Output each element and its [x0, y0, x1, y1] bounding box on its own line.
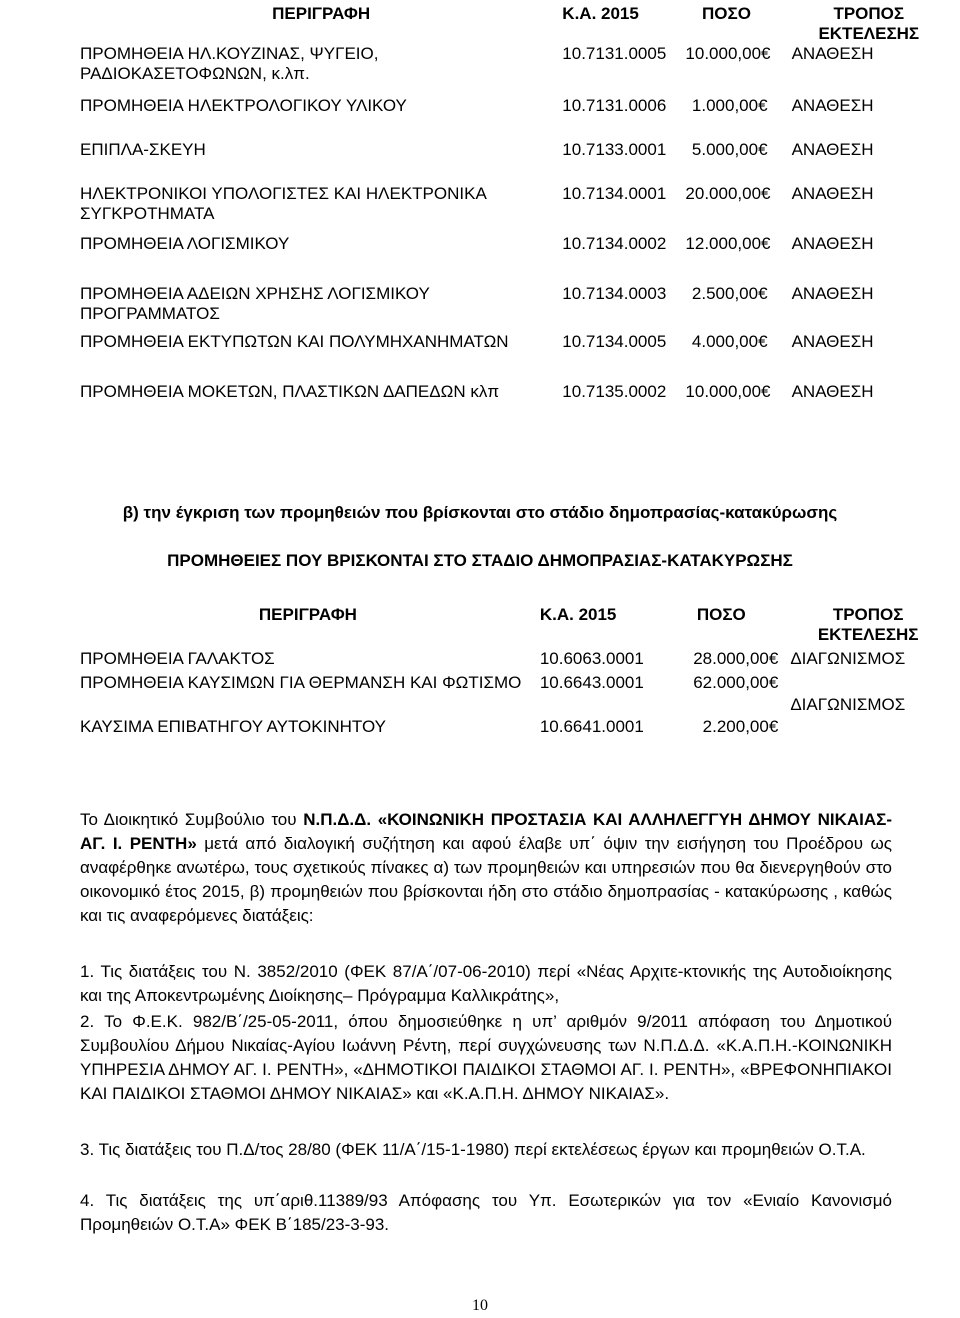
row-code: 10.6063.0001 [539, 649, 644, 668]
provision-item-2: 2. Το Φ.Ε.Κ. 982/Β΄/25-05-2011, όπου δημοσιεύθηκε η υπ’ αριθμόν 9/2011 απόφαση του Δημοτικού Συμβουλίου Δήμου Νικαίας-Αγίου Ιωάννη Ρέντη, περί συγχώνευσης των Ν.Π.Δ.Δ. «Κ.Α.Π.Η.-ΚΟΙΝΩΝΙΚΗ ΥΠΗΡΕΣΙΑ ΔΗΜΟΥ ΑΓ. Ι. ΡΕΝΤΗ», «ΔΗΜΟΤΙΚΟΙ ΠΑΙΔΙΚΟΙ ΣΤΑΘΜΟΙ ΑΓ. Ι. ΡΕΝΤΗ», «ΒΡΕΦΟΝΗΠΙΑΚΟΙ ΚΑΙ ΠΑΙΔΙΚΟΙ ΣΤΑΘΜΟΙ ΔΗΜΟΥ ΝΙΚΑΙΑΣ» και «Κ.Α.Π.Η. ΔΗΜΟΥ ΝΙΚΑΙΑΣ». [80, 1012, 892, 1103]
row-method: ΑΝΑΘΕΣΗ [791, 44, 874, 63]
table-header-row [76, 603, 946, 647]
decision-entity: Ν.Π.Δ.Δ. «ΚΟΙΝΩΝΙΚΗ ΠΡΟΣΤΑΣΙΑ ΚΑΙ ΑΛΛΗΛΕΓΓΥΗ ΔΗΜΟΥ ΝΙΚΑΙΑΣ-ΑΓ. Ι. ΡΕΝΤΗ» [80, 810, 892, 853]
row-code: 10.7135.0002 [562, 382, 667, 401]
row-code: 10.7134.0001 [562, 184, 667, 203]
row-amount: 62.000,00€ [693, 673, 779, 692]
row-method: ΑΝΑΘΕΣΗ [791, 284, 874, 303]
header-description: ΠΕΡΙΓΡΑΦΗ [272, 4, 371, 23]
row-code: 10.7134.0003 [562, 284, 667, 303]
row-amount: 2.200,00€ [702, 717, 779, 736]
row-method: ΔΙΑΓΩΝΙΣΜΟΣ [790, 649, 906, 668]
row-amount: 12.000,00€ [685, 234, 771, 253]
row-amount: 4.000,00€ [691, 332, 768, 351]
table-row [76, 382, 946, 412]
section-b-title: ΠΡΟΜΗΘΕΙΕΣ ΠΟΥ ΒΡΙΣΚΟΝΤΑΙ ΣΤΟ ΣΤΑΔΙΟ ΔΗΜΟΠΡΑΣΙΑΣ-ΚΑΤΑΚΥΡΩΣΗΣ [167, 551, 793, 570]
page-number: 10 [472, 1297, 488, 1314]
table-row [76, 44, 946, 96]
table-row [76, 284, 946, 332]
row-description: ΠΡΟΜΗΘΕΙΑ ΕΚΤΥΠΩΤΩΝ ΚΑΙ ΠΟΛΥΜΗΧΑΝΗΜΑΤΩΝ [80, 332, 509, 351]
provision-item-1: 1. Τις διατάξεις του Ν. 3852/2010 (ΦΕΚ 87/Α΄/07-06-2010) περί «Νέας Αρχιτε-κτονικής της Αυτοδιοίκησης και της Αποκεντρωμένης Διοίκησης– Πρόγραμμα Καλλικράτης», [80, 962, 892, 1005]
header-amount: ΠΟΣΟ [702, 4, 751, 23]
table-row [76, 96, 946, 140]
row-amount: 1.000,00€ [691, 96, 768, 115]
row-amount: 20.000,00€ [685, 184, 771, 203]
row-code: 10.6643.0001 [539, 673, 644, 692]
header-description: ΠΕΡΙΓΡΑΦΗ [258, 605, 357, 624]
row-code: 10.7133.0001 [562, 140, 667, 159]
row-method: ΔΙΑΓΩΝΙΣΜΟΣ [790, 695, 906, 714]
row-amount: 10.000,00€ [685, 382, 771, 401]
header-method: ΤΡΟΠΟΣ ΕΚΤΕΛΕΣΗΣ [818, 4, 920, 43]
header-code: Κ.Α. 2015 [562, 4, 639, 23]
row-description: ΠΡΟΜΗΘΕΙΑ ΜΟΚΕΤΩΝ, ΠΛΑΣΤΙΚΩΝ ΔΑΠΕΔΩΝ κλπ [80, 382, 500, 401]
row-description: ΠΡΟΜΗΘΕΙΑ ΓΑΛΑΚΤΟΣ [80, 649, 275, 668]
row-description: ΚΑΥΣΙΜΑ ΕΠΙΒΑΤΗΓΟΥ ΑΥΤΟΚΙΝΗΤΟΥ [80, 717, 386, 736]
table-row [76, 671, 946, 715]
row-description: ΗΛΕΚΤΡΟΝΙΚΟΙ ΥΠΟΛΟΓΙΣΤΕΣ ΚΑΙ ΗΛΕΚΤΡΟΝΙΚΑ ΣΥΓΚΡΟΤΗΜΑΤΑ [80, 184, 486, 223]
row-amount: 10.000,00€ [685, 44, 771, 63]
section-b-intro: β) την έγκριση των προμηθειών που βρίσκονται στο στάδιο δημοπρασίας-κατακύρωσης [122, 503, 838, 522]
row-method: ΑΝΑΘΕΣΗ [791, 96, 874, 115]
row-method: ΑΝΑΘΕΣΗ [791, 140, 874, 159]
table-row [76, 332, 946, 382]
table-row [76, 234, 946, 284]
provision-item-3: 3. Τις διατάξεις του Π.Δ/τος 28/80 (ΦΕΚ 11/Α΄/15-1-1980) περί εκτελέσεως έργων και προμηθειών Ο.Τ.Α. [80, 1140, 866, 1159]
row-description: ΠΡΟΜΗΘΕΙΑ ΗΛ.ΚΟΥΖΙΝΑΣ, ΨΥΓΕΙΟ, ΡΑΔΙΟΚΑΣΕΤΟΦΩΝΩΝ, κ.λπ. [80, 44, 379, 83]
row-code: 10.7131.0006 [562, 96, 667, 115]
table-row [76, 184, 946, 234]
row-amount: 2.500,00€ [691, 284, 768, 303]
row-description: ΠΡΟΜΗΘΕΙΑ ΑΔΕΙΩΝ ΧΡΗΣΗΣ ΛΟΓΙΣΜΙΚΟΥ ΠΡΟΓΡΑΜΜΑΤΟΣ [80, 284, 430, 323]
row-method: ΑΝΑΘΕΣΗ [791, 184, 874, 203]
row-method: ΑΝΑΘΕΣΗ [791, 382, 874, 401]
row-description: ΠΡΟΜΗΘΕΙΑ ΗΛΕΚΤΡΟΛΟΓΙΚΟΥ ΥΛΙΚΟΥ [80, 96, 407, 115]
decision-paragraph: Το Διοικητικό Συμβούλιο του Ν.Π.Δ.Δ. «ΚΟΙΝΩΝΙΚΗ ΠΡΟΣΤΑΣΙΑ ΚΑΙ ΑΛΛΗΛΕΓΓΥΗ ΔΗΜΟΥ ΝΙΚΑΙΑΣ-ΑΓ. Ι. ΡΕΝΤΗ» μετά από διαλογική συζήτηση και αφού έλαβε υπ΄ όψιν την εισήγηση του Προέδρου ως αναφέρθηκε ανωτέρω, τους σχετικούς πίνακες α) των προμηθειών και υπηρεσιών που θα διενεργηθούν στο οικονομικό έτος 2015, β) προμηθειών που βρίσκονται ήδη στο στάδιο δημοπρασίας - κατακύρωσης , καθώς και τις αναφερόμενες διατάξεις: [80, 810, 892, 925]
row-amount: 28.000,00€ [693, 649, 779, 668]
header-method: ΤΡΟΠΟΣ ΕΚΤΕΛΕΣΗΣ [817, 605, 919, 644]
row-description: ΕΠΙΠΛΑ-ΣΚΕΥΗ [80, 140, 206, 159]
table-row [76, 140, 946, 184]
table-header-row [76, 4, 946, 44]
row-description: ΠΡΟΜΗΘΕΙΑ ΚΑΥΣΙΜΩΝ ΓΙΑ ΘΕΡΜΑΝΣΗ ΚΑΙ ΦΩΤΙΣΜΟ [80, 673, 522, 692]
row-code: 10.7134.0002 [562, 234, 667, 253]
row-code: 10.6641.0001 [539, 717, 644, 736]
row-method: ΑΝΑΘΕΣΗ [791, 332, 874, 351]
supplies-table-b [76, 603, 946, 739]
row-amount: 5.000,00€ [691, 140, 768, 159]
provision-item-4: 4. Τις διατάξεις της υπ΄αριθ.11389/93 Απόφασης του Υπ. Εσωτερικών για τον «Ενιαίο Κανονισμό Προμηθειών Ο.Τ.Α» ΦΕΚ Β΄185/23-3-93. [80, 1191, 892, 1234]
table-row [76, 647, 946, 671]
row-code: 10.7134.0005 [562, 332, 667, 351]
row-description: ΠΡΟΜΗΘΕΙΑ ΛΟΓΙΣΜΙΚΟΥ [80, 234, 290, 253]
header-code: Κ.Α. 2015 [539, 605, 617, 624]
row-code: 10.7131.0005 [562, 44, 667, 63]
supplies-table-a [76, 4, 946, 412]
row-method: ΑΝΑΘΕΣΗ [791, 234, 874, 253]
header-amount: ΠΟΣΟ [696, 605, 746, 624]
